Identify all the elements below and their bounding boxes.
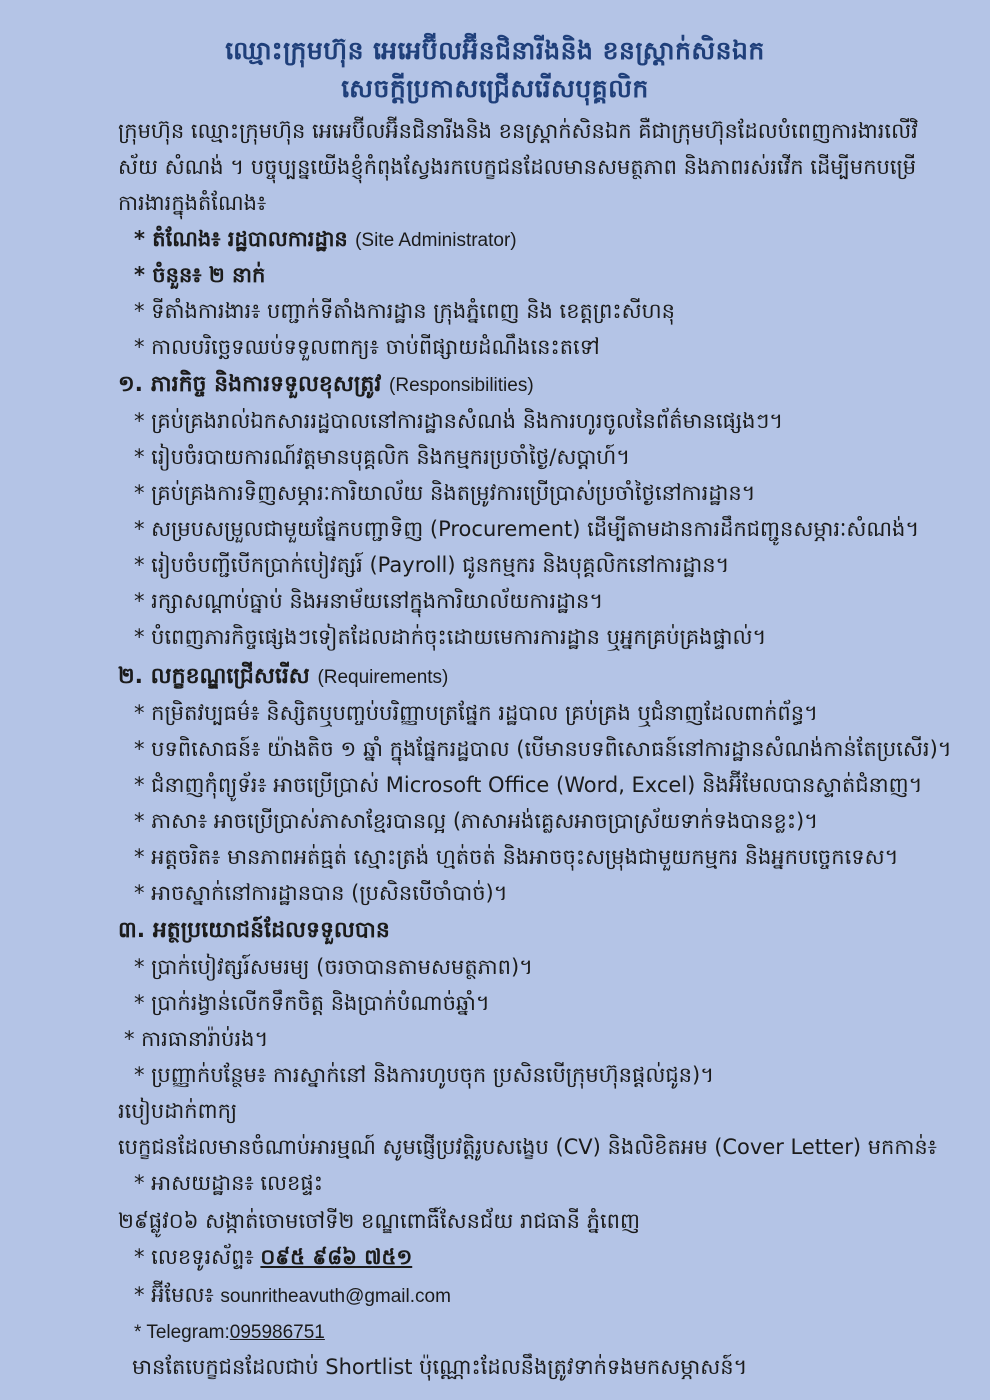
notice-title: សេចក្តីប្រកាសជ្រើសរើសបុគ្គលិក [341, 74, 649, 103]
benefit-item: * ប្រាក់រង្វាន់លើកទឹកចិត្ត និងប្រាក់បំណាច់ឆ្នាំ។ [134, 991, 490, 1015]
section-1-heading [118, 370, 534, 401]
responsibility-item: * សម្របសម្រួលជាមួយផ្នែកបញ្ជាទិញ (Procurement) ដើម្បីតាមដានការដឹកជញ្ជូនសម្ភារៈសំណង់។ [134, 517, 920, 541]
address-label: * អាសយដ្ឋាន៖ លេខផ្ទះ [134, 1171, 323, 1195]
position-title-en: (Site Administrator) [355, 230, 517, 251]
responsibility-item: * រក្សាសណ្តាប់ធ្នាប់ និងអនាម័យនៅក្នុងការិយាល័យការដ្ឋាន។ [134, 589, 604, 613]
requirement-item: * កម្រិតវប្បធម៌៖ និស្សិតឬបញ្ចប់បរិញ្ញាបត្រផ្នែក រដ្ឋបាល គ្រប់គ្រង ឬជំនាញដែលពាក់ព័ន្ធ។ [134, 701, 818, 725]
section-2-heading-en: (Requirements) [317, 667, 449, 688]
position-title-label: * តំណែង៖ រដ្ឋបាលការដ្ឋាន [134, 227, 348, 251]
position-title [134, 224, 517, 256]
shortlist-note: មានតែបេក្ខជនដែលជាប់ Shortlist ប៉ុណ្ណោះដែលនឹងត្រូវទាក់ទងមកសម្ភាសន៍។ [132, 1355, 748, 1379]
section-1-heading-en: (Responsibilities) [389, 375, 534, 396]
telegram-label: * Telegram: [134, 1322, 230, 1343]
address-text: ២៩ផ្លូវ០៦ សង្កាត់ចោមចៅទី២ ខណ្ឌពោធិ៍សែនជ័យ រាជធានី ភ្នំពេញ [118, 1209, 640, 1233]
apply-instruction: បេក្ខជនដែលមានចំណាប់អារម្មណ៍ សូមផ្ញើប្រវត្តិរូបសង្ខេប (CV) និងលិខិតអម (Cover Letter) មកកាន់៖ [118, 1135, 937, 1159]
intro-line-1: ក្រុមហ៊ុន ឈ្មោះក្រុមហ៊ុន អេអេប៊ីលអ៊ីនជិនារីងនិង ខនស្ត្រាក់សិនឯក គឺជាក្រុមហ៊ុនដែលបំពេញការងារលើវិ [118, 119, 918, 143]
responsibility-item: * រៀបចំបញ្ជីបើកប្រាក់បៀវត្សរ៍ (Payroll) ជូនកម្មករ និងបុគ្គលិកនៅការដ្ឋាន។ [134, 553, 730, 577]
section-3-heading: ៣. អត្ថប្រយោជន៍ដែលទទួលបាន [118, 918, 390, 943]
apply-heading: របៀបដាក់ពាក្យ [118, 1099, 238, 1123]
telegram-row [134, 1316, 325, 1348]
responsibility-item: * គ្រប់គ្រងការទិញសម្ភារៈការិយាល័យ និងតម្រូវការប្រើប្រាស់ប្រចាំថ្ងៃនៅការដ្ឋាន។ [134, 481, 756, 505]
email-row [134, 1280, 451, 1312]
requirement-item: * ជំនាញកុំព្យូទ័រ៖ អាចប្រើប្រាស់ Microsoft Office (Word, Excel) និងអ៊ីមែលបានស្ទាត់ជំនាញ។ [134, 773, 923, 797]
responsibility-item: * រៀបចំរបាយការណ៍វត្តមានបុគ្គលិក និងកម្មករប្រចាំថ្ងៃ/សប្តាហ៍។ [134, 445, 631, 469]
section-2-heading [118, 662, 448, 693]
benefit-item: * ប្រាក់បៀវត្សរ៍សមរម្យ (ចរចាបានតាមសមត្ថភាព)។ [134, 955, 534, 979]
phone-row [134, 1242, 412, 1272]
requirement-item: * បទពិសោធន៍៖ យ៉ាងតិច ១ ឆ្នាំ ក្នុងផ្នែករដ្ឋបាល (បើមានបទពិសោធន៍នៅការដ្ឋានសំណង់កាន់តែប្រសើរ)។ [134, 737, 952, 761]
responsibility-item: * បំពេញភារកិច្ចផ្សេងៗទៀតដែលដាក់ចុះដោយមេការការដ្ឋាន ឬអ្នកគ្រប់គ្រងផ្ទាល់។ [134, 625, 767, 649]
phone-number[interactable]: ០៩៥ ៩៨៦ ៧៥១ [260, 1245, 413, 1269]
telegram-number[interactable]: 095986751 [229, 1322, 325, 1343]
position-count: * ចំនួន៖ ២ នាក់ [134, 263, 266, 287]
section-2-heading-text: ២. លក្ខខណ្ឌជ្រើសរើស [118, 664, 310, 689]
intro-line-3: ការងារក្នុងតំណែង៖ [118, 191, 267, 215]
phone-label: * លេខទូរស័ព្ទ៖ [134, 1245, 254, 1269]
requirement-item: * ភាសា៖ អាចប្រើប្រាស់ភាសាខ្មែរបានល្អ (ភាសាអង់គ្លេសអាចប្រាស្រ័យទាក់ទងបានខ្លះ)។ [134, 809, 819, 833]
email-label: * អ៊ីមែល៖ [134, 1283, 214, 1307]
requirement-item: * អាចស្នាក់នៅការដ្ឋានបាន (ប្រសិនបើចាំបាច់)។ [134, 881, 508, 905]
section-1-heading-text: ១. ភារកិច្ច និងការទទួលខុសត្រូវ [118, 372, 382, 397]
requirement-item: * អត្តចរិត៖ មានភាពអត់ធ្មត់ ស្មោះត្រង់ ហ្មត់ចត់ និងអាចចុះសម្រុងជាមួយកម្មករ និងអ្នកបច្ចេកទេស។ [134, 845, 899, 869]
benefit-item: * ប្រញ្ញាក់បន្ថែម៖ ការស្នាក់នៅ និងការហូបចុក ប្រសិនបើក្រុមហ៊ុនផ្តល់ជូន)។ [134, 1063, 715, 1087]
benefit-item: * ការធានារ៉ាប់រង។ [124, 1027, 269, 1051]
position-deadline: * កាលបរិច្ឆេទឈប់ទទួលពាក្យ៖ ចាប់ពីផ្សាយដំណឹងនេះតទៅ [134, 335, 600, 359]
email-address[interactable]: sounritheavuth@gmail.com [220, 1286, 451, 1307]
responsibility-item: * គ្រប់គ្រងរាល់ឯកសាររដ្ឋបាលនៅការដ្ឋានសំណង់ និងការហូរចូលនៃព័ត៌មានផ្សេងៗ។ [134, 409, 784, 433]
company-title: ឈ្មោះក្រុមហ៊ុន អេអេប៊ីលអ៊ីនជិនារីងនិង ខនស្ត្រាក់សិនឯក [225, 36, 765, 65]
intro-line-2: ស័យ សំណង់ ។ បច្ចុប្បន្នយើងខ្ញុំកំពុងស្វែងរកបេក្ខជនដែលមានសមត្ថភាព និងភាពរស់រវើក ដើម្បីមកបម្រើ [118, 155, 917, 179]
position-location: * ទីតាំងការងារ៖ បញ្ជាក់ទីតាំងការដ្ឋាន ក្រុងភ្នំពេញ និង ខេត្តព្រះសីហនុ [134, 299, 675, 323]
